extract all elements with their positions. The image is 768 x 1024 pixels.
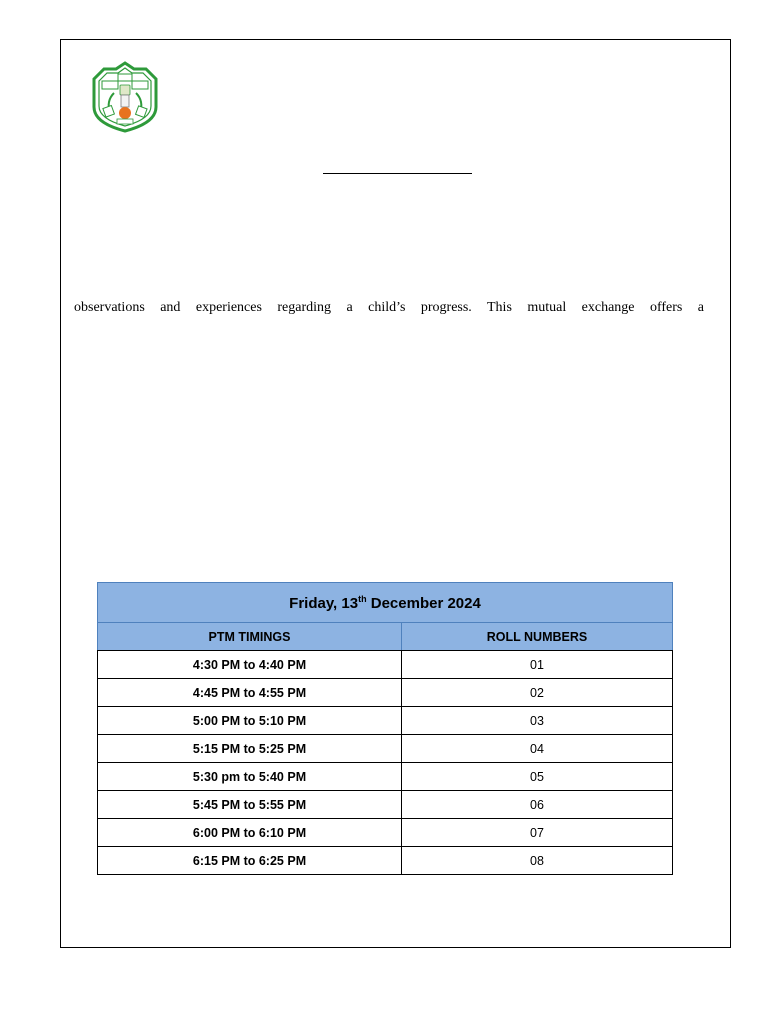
roll-number-cell: 04 [402, 735, 673, 763]
ptm-schedule-table [97, 582, 673, 875]
roll-number-cell: 03 [402, 707, 673, 735]
school-crest-icon [90, 61, 160, 133]
roll-number-cell: 05 [402, 763, 673, 791]
ptm-timing-cell: 4:30 PM to 4:40 PM [98, 651, 402, 679]
ptm-timing-cell: 5:45 PM to 5:55 PM [98, 791, 402, 819]
date-suffix: December 2024 [366, 594, 481, 612]
table-row [98, 707, 673, 735]
date-prefix: Friday, 13 [289, 594, 359, 612]
roll-number-cell: 01 [402, 651, 673, 679]
table-row [98, 819, 673, 847]
column-header-roll-numbers: ROLL NUMBERS [402, 623, 673, 651]
ptm-timing-cell: 5:15 PM to 5:25 PM [98, 735, 402, 763]
date-ordinal-suffix: th [358, 593, 367, 604]
ptm-timing-cell: 6:00 PM to 6:10 PM [98, 819, 402, 847]
table-row [98, 847, 673, 875]
ptm-timing-cell: 5:30 pm to 5:40 PM [98, 763, 402, 791]
table-row [98, 791, 673, 819]
table-row [98, 679, 673, 707]
table-row [98, 651, 673, 679]
roll-number-cell: 06 [402, 791, 673, 819]
table-row [98, 763, 673, 791]
table-header-row [98, 623, 673, 651]
roll-number-cell: 07 [402, 819, 673, 847]
ptm-date-heading [98, 583, 673, 623]
ptm-timing-cell: 6:15 PM to 6:25 PM [98, 847, 402, 875]
roll-number-cell: 08 [402, 847, 673, 875]
column-header-timings: PTM TIMINGS [98, 623, 402, 651]
ptm-timing-cell: 4:45 PM to 4:55 PM [98, 679, 402, 707]
table-date-row [98, 583, 673, 623]
title-underline [323, 173, 472, 174]
ptm-timing-cell: 5:00 PM to 5:10 PM [98, 707, 402, 735]
table-row [98, 735, 673, 763]
roll-number-cell: 02 [402, 679, 673, 707]
body-text-line: observations and experiences regarding a child’s progress. This mutual exchange offers a [74, 300, 704, 315]
